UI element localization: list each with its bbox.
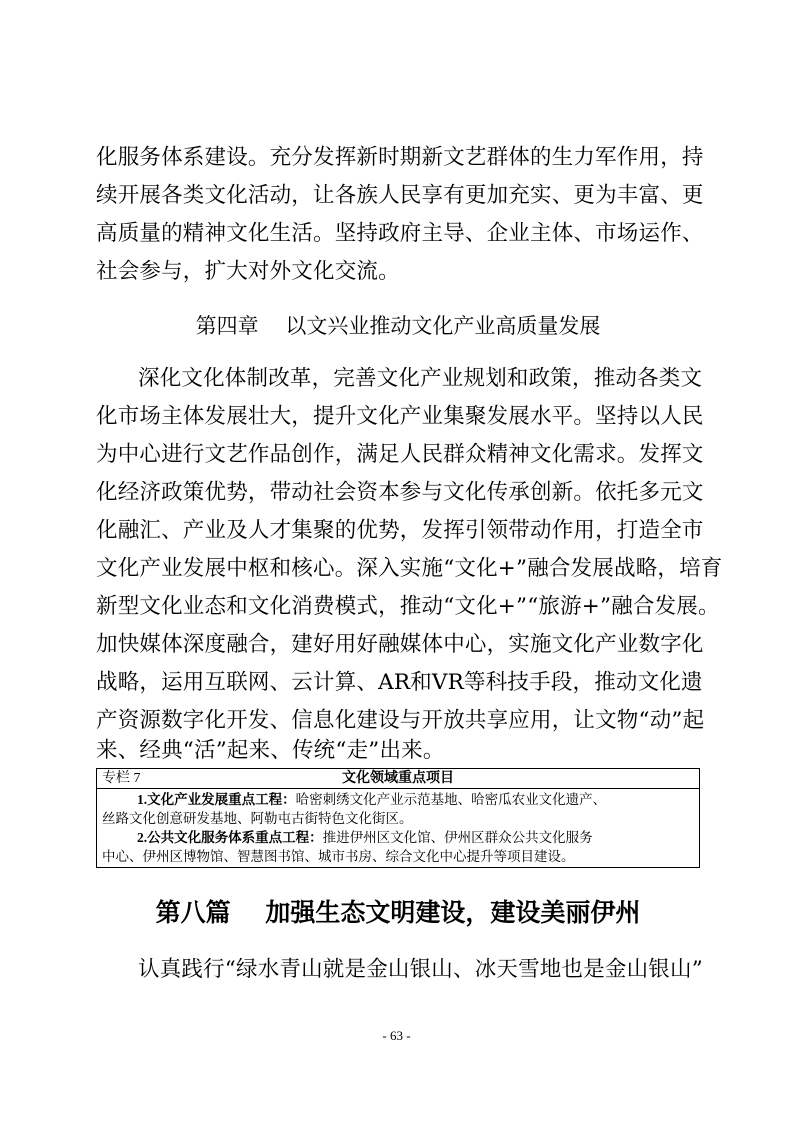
feature-box-item-label: 1.文化产业发展重点工程： xyxy=(137,792,296,807)
body-text-line: 化融汇、产业及人才集聚的优势，发挥引领带动作用，打造全市 xyxy=(96,518,704,543)
body-text-line: 新型文化业态和文化消费模式，推动“文化+”“旅游+”融合发展。 xyxy=(96,594,720,619)
feature-box-header xyxy=(97,769,699,789)
body-text-line: 社会参与，扩大对外文化交流。 xyxy=(96,259,400,284)
body-text-line: 来、经典“活”起来、传统“走”出来。 xyxy=(96,738,445,763)
feature-box-item-text: 哈密刺绣文化产业示范基地、哈密瓜农业文化遗产、 xyxy=(295,792,607,807)
body-text-line: 加快媒体深度融合，建好用好融媒体中心，实施文化产业数字化 xyxy=(96,632,704,657)
body-text-line: 化服务体系建设。充分发挥新时期新文艺群体的生力军作用，持 xyxy=(96,145,704,170)
body-text-line: 文化产业发展中枢和核心。深入实施“文化+”融合发展战略，培育 xyxy=(96,556,723,581)
body-text-line: 化市场主体发展壮大，提升文化产业集聚发展水平。坚持以人民 xyxy=(96,404,704,429)
feature-box-item xyxy=(137,828,697,847)
body-text-line: 为中心进行文艺作品创作，满足人民群众精神文化需求。发挥文 xyxy=(96,442,704,467)
feature-box-item-continued: 丝路文化创意研发基地、阿勒屯古街特色文化街区。 xyxy=(102,811,413,826)
body-text-line: 认真践行“绿水青山就是金山银山、冰天雪地也是金山银山” xyxy=(138,957,703,982)
feature-box-item-text: 推进伊州区文化馆、伊州区群众公共文化服务 xyxy=(322,830,593,845)
feature-box xyxy=(96,768,700,868)
page-number: - 63 - xyxy=(382,1028,411,1043)
body-text-line: 高质量的精神文化生活。坚持政府主导、企业主体、市场运作、 xyxy=(96,221,704,246)
feature-box-item-label: 2.公共文化服务体系重点工程： xyxy=(137,830,323,845)
body-text-line: 深化文化体制改革，完善文化产业规划和政策，推动各类文 xyxy=(138,366,703,391)
body-text-line: 战略，运用互联网、云计算、AR和VR等科技手段，推动文化遗 xyxy=(96,670,703,695)
feature-box-item-continued: 中心、伊州区博物馆、智慧图书馆、城市书房、综合文化中心提升等项目建设。 xyxy=(102,849,575,864)
feature-box-number: 专栏 7 xyxy=(102,771,141,786)
feature-box-item xyxy=(137,790,697,809)
chapter-heading: 第四章 以文兴业推动文化产业高质量发展 xyxy=(195,314,601,338)
body-text-line: 产资源数字化开发、信息化建设与开放共享应用，让文物“动”起 xyxy=(96,708,705,733)
feature-box-title: 文化领域重点项目 xyxy=(342,771,454,786)
body-text-line: 化经济政策优势，带动社会资本参与文化传承创新。依托多元文 xyxy=(96,480,704,505)
body-text-line: 续开展各类文化活动，让各族人民享有更加充实、更为丰富、更 xyxy=(96,183,704,208)
part-heading: 第八篇 加强生态文明建设，建设美丽伊州 xyxy=(155,898,641,927)
